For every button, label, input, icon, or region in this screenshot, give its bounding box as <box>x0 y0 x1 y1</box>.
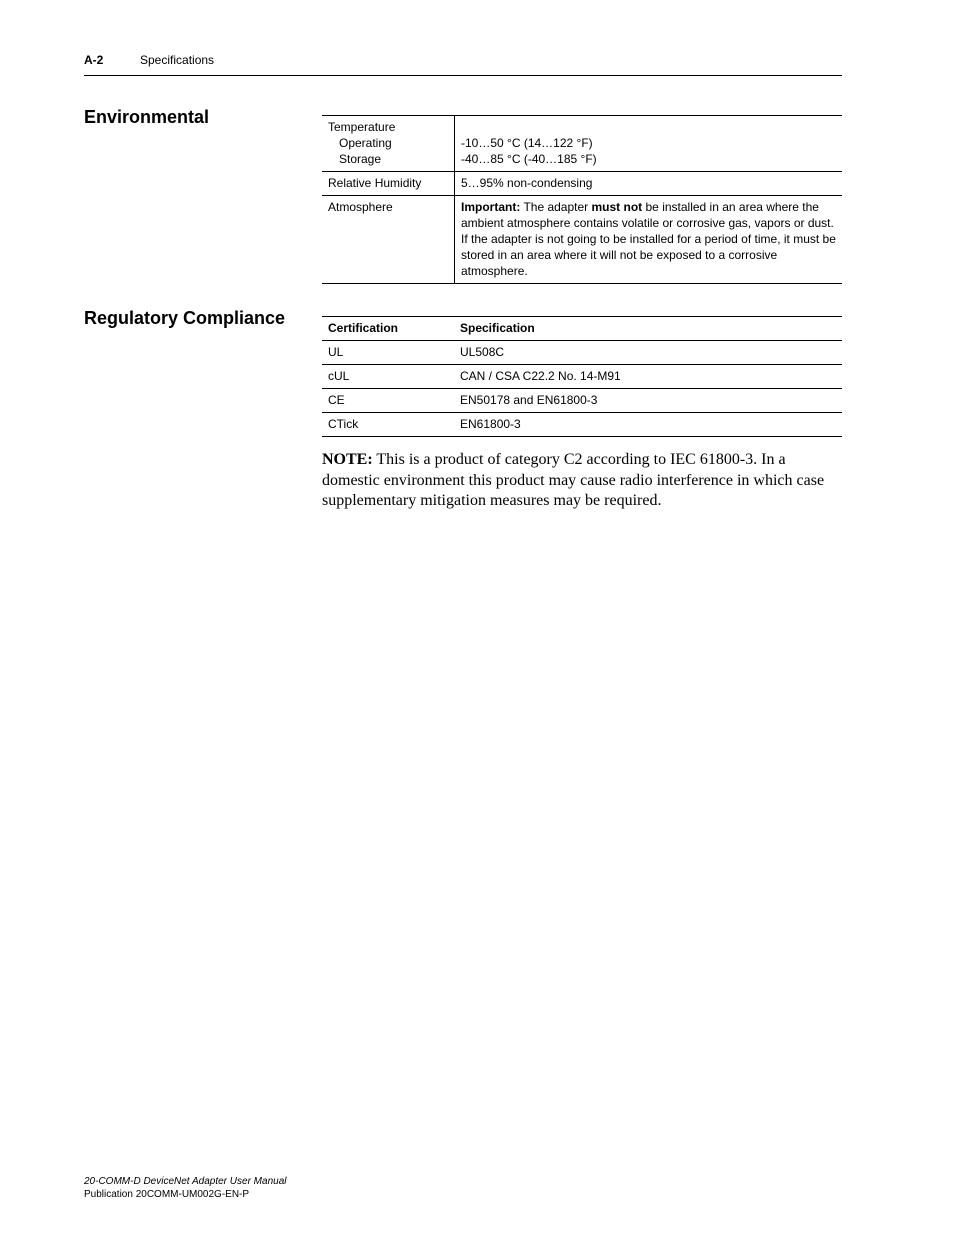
table-row <box>322 116 842 172</box>
table-row <box>322 172 842 196</box>
column-header: Certification <box>328 321 399 335</box>
important-label: Important: <box>461 200 521 214</box>
note-label: NOTE: <box>322 451 373 468</box>
table-row <box>322 413 842 437</box>
certification-cell: CE <box>328 393 345 407</box>
table-header-row <box>322 317 842 341</box>
table-row <box>322 341 842 365</box>
note-text: This is a product of category C2 according to IEC 61800-3. In a domestic environment this product may cause radio interference in which case supplementary mitigation measures may be required. <box>322 451 825 509</box>
atmosphere-value <box>455 196 843 284</box>
page-footer <box>84 1175 286 1201</box>
chapter-title: Specifications <box>140 53 215 67</box>
storage-label: Storage <box>339 152 382 166</box>
operating-label: Operating <box>339 136 392 150</box>
table-row <box>322 196 842 284</box>
must-not-emphasis: must not <box>591 200 643 214</box>
environmental-table <box>322 115 842 284</box>
table-row <box>322 365 842 389</box>
table-row <box>322 389 842 413</box>
regulatory-table <box>322 316 842 437</box>
humidity-label: Relative Humidity <box>322 172 455 196</box>
manual-title: 20-COMM-D DeviceNet Adapter User Manual <box>84 1176 287 1187</box>
certification-cell: UL <box>328 345 344 359</box>
specification-cell: CAN / CSA C22.2 No. 14-M91 <box>460 369 621 383</box>
atmosphere-label: Atmosphere <box>322 196 455 284</box>
regulatory-heading: Regulatory Compliance <box>84 308 286 328</box>
atmosphere-text: be installed in an area where the ambient atmosphere contains volatile or corrosive gas, vapors or dust. If the adapter is not going to be installed for a period of time, it must be stored in an area where it will not be exposed to a corrosive atmosphere. <box>461 200 836 278</box>
table-cell <box>322 116 455 172</box>
publication-number: Publication 20COMM-UM002G-EN-P <box>84 1189 250 1200</box>
storage-value: -40…85 °C (-40…185 °F) <box>461 152 597 166</box>
atmosphere-text: The adapter <box>520 200 592 214</box>
page-header <box>84 53 842 76</box>
certification-cell: cUL <box>328 369 350 383</box>
temperature-label: Temperature <box>328 120 396 134</box>
note-paragraph <box>322 450 842 512</box>
page-number: A-2 <box>84 53 104 67</box>
specification-cell: UL508C <box>460 345 505 359</box>
operating-value: -10…50 °C (14…122 °F) <box>461 136 593 150</box>
certification-cell: CTick <box>328 417 359 431</box>
environmental-heading: Environmental <box>84 107 210 127</box>
humidity-value: 5…95% non-condensing <box>461 176 593 190</box>
specification-cell: EN61800-3 <box>460 417 521 431</box>
specification-cell: EN50178 and EN61800-3 <box>460 393 598 407</box>
column-header: Specification <box>460 321 535 335</box>
table-cell <box>455 116 843 172</box>
